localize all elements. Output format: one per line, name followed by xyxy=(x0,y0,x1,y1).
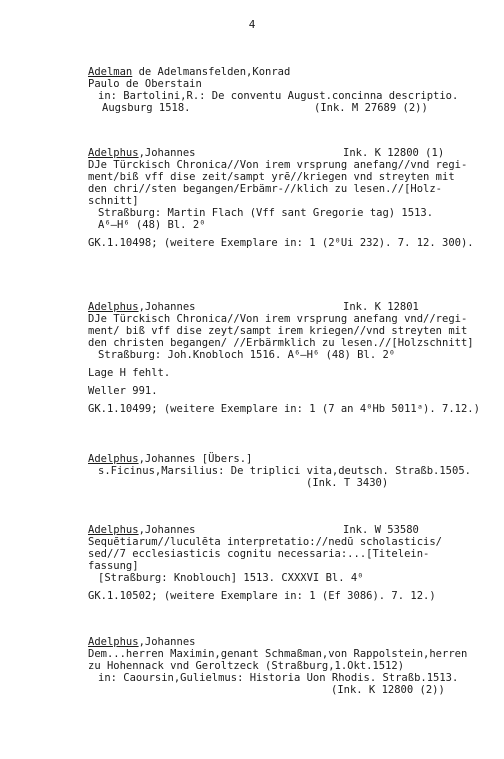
catalog-entry-1 xyxy=(88,66,488,114)
catalog-entry-3 xyxy=(88,301,488,415)
entry-line: s.Ficinus,Marsilius: De triplici vita,deutsch. Straßb.1505. xyxy=(98,465,471,477)
catalog-entry-4: Adelphus,Johannes [Übers.] s.Ficinus,Marsilius: De triplici vita,deutsch. Straßb.1505. (Ink. T 3430) xyxy=(88,453,488,477)
call-number: Ink. W 53580 xyxy=(343,524,419,536)
entry-line: Straßburg: Martin Flach (Vff sant Gregorie tag) 1513. xyxy=(98,207,434,219)
catalog-entry-2 xyxy=(88,147,488,249)
entry-line: den christen begangen/ //Erbärmklich zu lesen.//[Holzschnitt] xyxy=(88,337,474,349)
entry-line: DJe Türckisch Chronica//Von irem vrsprung anefang//vnd regi- xyxy=(88,159,468,171)
entry-line: in: Caoursin,Gulielmus: Historia Uon Rhodis. Straßb.1513. xyxy=(98,672,459,684)
call-number: Ink. K 12801 xyxy=(343,301,419,313)
entry-line: Augsburg 1518. (Ink. M 27689 (2)) xyxy=(102,102,428,114)
entry-line: Dem...herren Maximin,genant Schmaßman,von Rappolstein,herren xyxy=(88,648,468,660)
entry-line: [Straßburg: Knoblouch] 1513. CXXXVI Bl. 4⁰ xyxy=(98,572,364,584)
entry-line: ment/biß vff dise zeit/sampt yrē//kriegen vnd streyten mit xyxy=(88,171,455,183)
entry-heading: Adelphus,Johannes xyxy=(88,636,196,648)
entry-line: Lage H fehlt. xyxy=(88,367,171,379)
entry-line: Sequētiarum//luculēta interpretatio://nedū scholasticis/ xyxy=(88,536,443,548)
entry-line: GK.1.10502; (weitere Exemplare in: 1 (Ef 3086). 7. 12.) xyxy=(88,590,436,602)
entry-line: GK.1.10498; (weitere Exemplare in: 1 (2⁰Ui 232). 7. 12. 300). xyxy=(88,237,474,249)
page-number: 4 xyxy=(248,18,256,31)
entry-line: DJe Türckisch Chronica//Von irem vrsprung anefang vnd//regi- xyxy=(88,313,468,325)
entry-heading: Adelman de Adelmansfelden,Konrad xyxy=(88,66,291,78)
entry-line: fassung] xyxy=(88,560,139,572)
entry-line: in: Bartolini,R.: De conventu August.concinna descriptio. xyxy=(98,90,459,102)
catalog-entry-6: Adelphus,Johannes Dem...herren Maximin,genant Schmaßman,von Rappolstein,herren zu Hohennack vnd Geroltzeck (Straßburg,1.Okt.1512) in: Caoursin,Gulielmus: Historia Uon Rhodis. Straßb.1513. (Ink. K 12800 (2)) xyxy=(88,636,488,684)
entry-line: Straßburg: Joh.Knobloch 1516. A⁶–H⁶ (48) Bl. 2⁰ xyxy=(98,349,396,361)
entry-line: A⁶–H⁶ (48) Bl. 2⁰ xyxy=(98,219,206,231)
entry-line: den chri//sten begangen/Erbämr-//klich zu lesen.//[Holz- xyxy=(88,183,443,195)
entry-heading: Adelphus,Johannes Ink. W 53580 xyxy=(88,524,419,536)
entry-line: ment/ biß vff dise zeyt/sampt irem kriegen//vnd streyten mit xyxy=(88,325,468,337)
entry-line: GK.1.10499; (weitere Exemplare in: 1 (7 an 4⁰Hb 5011ᵃ). 7.12.) xyxy=(88,403,480,415)
catalog-entry-5 xyxy=(88,524,488,602)
entry-heading: Adelphus,Johannes [Übers.] xyxy=(88,453,253,465)
entry-line: schnitt] xyxy=(88,195,139,207)
entry-line: zu Hohennack vnd Geroltzeck (Straßburg,1.Okt.1512) xyxy=(88,660,405,672)
entry-line: sed//7 ecclesiasticis cognitu necessaria:...[Titelein- xyxy=(88,548,430,560)
entry-line: Weller 991. xyxy=(88,385,158,397)
entry-heading: Adelphus,Johannes Ink. K 12801 xyxy=(88,301,419,313)
entry-line: Paulo de Oberstain xyxy=(88,78,202,90)
call-number: Ink. K 12800 (1) xyxy=(343,147,445,159)
entry-heading: Adelphus,Johannes Ink. K 12800 (1) xyxy=(88,147,445,159)
